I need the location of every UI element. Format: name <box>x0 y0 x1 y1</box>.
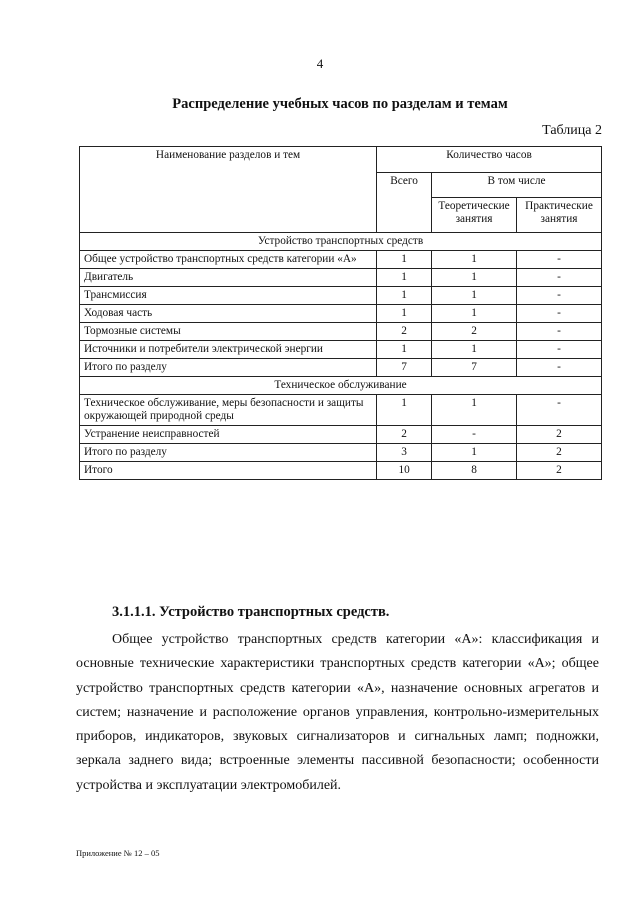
row-name: Источники и потребители электрической энергии <box>80 341 377 359</box>
row-theory: 2 <box>432 323 517 341</box>
row-name: Ходовая часть <box>80 305 377 323</box>
row-total: 1 <box>377 269 432 287</box>
header-practice: Практические занятия <box>517 198 602 233</box>
section-row <box>80 233 602 251</box>
row-name: Итого <box>80 462 377 480</box>
row-practice: - <box>517 395 602 426</box>
header-total: Всего <box>377 173 432 233</box>
header-theory: Теоретические занятия <box>432 198 517 233</box>
row-theory: 1 <box>432 395 517 426</box>
grand-total-row <box>80 462 602 480</box>
row-practice: 2 <box>517 426 602 444</box>
row-name: Общее устройство транспортных средств категории «А» <box>80 251 377 269</box>
row-practice: - <box>517 359 602 377</box>
row-theory: 1 <box>432 269 517 287</box>
row-theory: 1 <box>432 444 517 462</box>
row-total: 1 <box>377 341 432 359</box>
header-row-1 <box>80 147 602 173</box>
table-row <box>80 395 602 426</box>
row-total: 2 <box>377 323 432 341</box>
table-label: Таблица 2 <box>542 123 602 138</box>
row-total: 2 <box>377 426 432 444</box>
table-row <box>80 269 602 287</box>
row-total: 10 <box>377 462 432 480</box>
row-total: 7 <box>377 359 432 377</box>
table-row <box>80 251 602 269</box>
row-name: Трансмиссия <box>80 287 377 305</box>
table-row <box>80 287 602 305</box>
hours-table <box>79 146 602 480</box>
row-name: Тормозные системы <box>80 323 377 341</box>
row-name: Двигатель <box>80 269 377 287</box>
body-paragraph: Общее устройство транспортных средств категории «А»: классификация и основные технические характеристики транспортных средств категории «А»; общее устройство транспортных средств категории «А», назначение основных агрегатов и систем; назначение и расположение органов управления, контрольно-измерительных приборов, индикаторов, звуковых сигнализаторов и сигнальных ламп; подножки, зеркала заднего вида; встроенные элементы пассивной безопасности; особенности устройства и эксплуатации электромобилей. <box>76 632 599 793</box>
section-row <box>80 377 602 395</box>
row-total: 1 <box>377 395 432 426</box>
row-practice: 2 <box>517 462 602 480</box>
header-name: Наименование разделов и тем <box>80 147 377 233</box>
row-theory: 8 <box>432 462 517 480</box>
table-row <box>80 426 602 444</box>
row-name: Устранение неисправностей <box>80 426 377 444</box>
row-total: 1 <box>377 305 432 323</box>
table-row <box>80 341 602 359</box>
row-theory: 1 <box>432 305 517 323</box>
header-including: В том числе <box>432 173 602 198</box>
row-total: 1 <box>377 251 432 269</box>
page-number: 4 <box>316 56 324 71</box>
row-practice: - <box>517 341 602 359</box>
header-hours: Количество часов <box>377 147 602 173</box>
footer-note: Приложение № 12 – 05 <box>76 848 160 858</box>
row-theory: 1 <box>432 341 517 359</box>
row-total: 1 <box>377 287 432 305</box>
row-name: Техническое обслуживание, меры безопасности и защиты окружающей природной среды <box>80 395 377 426</box>
row-theory: 1 <box>432 251 517 269</box>
row-theory: 7 <box>432 359 517 377</box>
row-name: Итого по разделу <box>80 444 377 462</box>
row-name: Итого по разделу <box>80 359 377 377</box>
row-practice: - <box>517 323 602 341</box>
section-heading: 3.1.1.1. Устройство транспортных средств. <box>112 604 390 620</box>
table-row <box>80 359 602 377</box>
row-practice: - <box>517 251 602 269</box>
row-practice: 2 <box>517 444 602 462</box>
table-title: Распределение учебных часов по разделам и темам <box>172 96 508 112</box>
table-row <box>80 444 602 462</box>
section-title: Устройство транспортных средств <box>80 233 602 251</box>
section-title: Техническое обслуживание <box>80 377 602 395</box>
row-theory: - <box>432 426 517 444</box>
row-practice: - <box>517 287 602 305</box>
table-row <box>80 323 602 341</box>
row-practice: - <box>517 269 602 287</box>
row-practice: - <box>517 305 602 323</box>
row-total: 3 <box>377 444 432 462</box>
table-row <box>80 305 602 323</box>
row-theory: 1 <box>432 287 517 305</box>
